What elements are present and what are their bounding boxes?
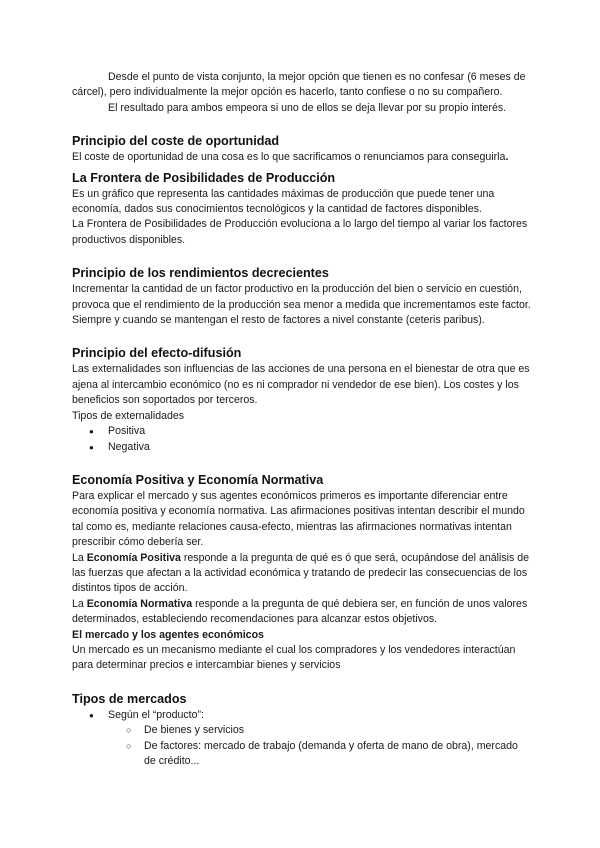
- intro-paragraph-1: Desde el punto de vista conjunto, la mejor opción que tienen es no confesar (6 meses de cárcel), pero individualmente la mejor opción es hacerlo, tanto confiese o no su compañero.: [72, 71, 526, 99]
- difusion-paragraph: Las externalidades son influencias de las acciones de una persona en el bienestar de otra que es ajena al intercambio económico (no es ni comprador ni vendedor de ese bien). Los costes y los beneficios son soportados por terceros.: [72, 363, 530, 407]
- externalidades-list: [72, 424, 532, 455]
- tipos-mercados-sublist: [72, 723, 532, 769]
- list-item: ● Según el “producto”:: [72, 708, 532, 723]
- heading-mercado-agentes: El mercado y los agentes económicos: [72, 628, 264, 641]
- heading-frontera: La Frontera de Posibilidades de Producción: [72, 170, 336, 185]
- intro-paragraph-2: El resultado para ambos empeora si uno de ellos se deja llevar por su propio interés.: [108, 101, 507, 114]
- coste-period: .: [505, 151, 509, 164]
- text-prefix: La: [72, 597, 87, 610]
- tipos-externalidades-label: Tipos de externalidades: [72, 409, 185, 422]
- text-rest: responde a la pregunta de qué debiera ser, en función de unos valores determinados, estableciendo recomendaciones para alcanzar estos objetivos.: [72, 597, 528, 626]
- frontera-paragraph-1: Es un gráfico que representa las cantidades máximas de producción que puede tener una economía, dados sus conocimientos tecnológicos y la cantidad de factores disponibles.: [72, 187, 495, 216]
- economia-paragraph-2: [72, 551, 532, 597]
- frontera-paragraph-2: La Frontera de Posibilidades de Producción evoluciona a lo largo del tiempo al variar los factores productivos disponibles.: [72, 218, 528, 246]
- heading-tipos-mercados: Tipos de mercados: [72, 691, 187, 706]
- coste-text: El coste de oportunidad de una cosa es lo que sacrificamos o renunciamos para conseguirla: [72, 151, 506, 164]
- economia-paragraph-1: Para explicar el mercado y sus agentes económicos primeros es importante diferenciar entre economía positiva y economía normativa. Las afirmaciones positivas intentan describir el mundo tal como es, mediante relaciones causa-efecto, mientras las afirmaciones normativas intentan prescribir cómo debería ser.: [72, 489, 525, 549]
- coste-paragraph: [72, 150, 532, 165]
- mercado-paragraph: Un mercado es un mecanismo mediante el cual los compradores y los vendedores interactúan para determinar precios e intercambiar bienes y servicios: [72, 643, 516, 672]
- list-item: ○ De factores: mercado de trabajo (demanda y oferta de mano de obra), mercado de crédito...: [72, 739, 532, 770]
- document-body: [72, 70, 532, 769]
- economia-paragraph-3: [72, 597, 532, 628]
- heading-efecto-difusion: Principio del efecto-difusión: [72, 346, 242, 361]
- economia-normativa-term: Economía Normativa: [86, 597, 193, 610]
- rendimientos-paragraph: Incrementar la cantidad de un factor productivo en la producción del bien o servicio en cuestión, provoca que el rendimiento de la producción sea menor a medida que incrementamos este factor. Siempre y cuando se mantengan el resto de factores a nivel constante (ceteris paribus).: [72, 283, 531, 327]
- text-rest: responde a la pregunta de qué es ó que será, ocupándose del análisis de las fuerzas que afectan a la actividad económica y tratando de predecir las consecuencias de los distintos tipos de acción.: [72, 551, 530, 595]
- heading-rendimientos: Principio de los rendimientos decrecientes: [72, 266, 329, 281]
- list-item: ● Negativa: [72, 440, 532, 455]
- heading-coste-oportunidad: Principio del coste de oportunidad: [72, 134, 280, 149]
- list-item: ● Positiva: [72, 424, 532, 439]
- text-prefix: La: [72, 551, 87, 564]
- tipos-mercados-list: [72, 708, 532, 723]
- heading-economia-positiva-normativa: Economía Positiva y Economía Normativa: [72, 472, 324, 487]
- economia-positiva-term: Economía Positiva: [86, 551, 181, 564]
- list-item: ○ De bienes y servicios: [72, 723, 532, 738]
